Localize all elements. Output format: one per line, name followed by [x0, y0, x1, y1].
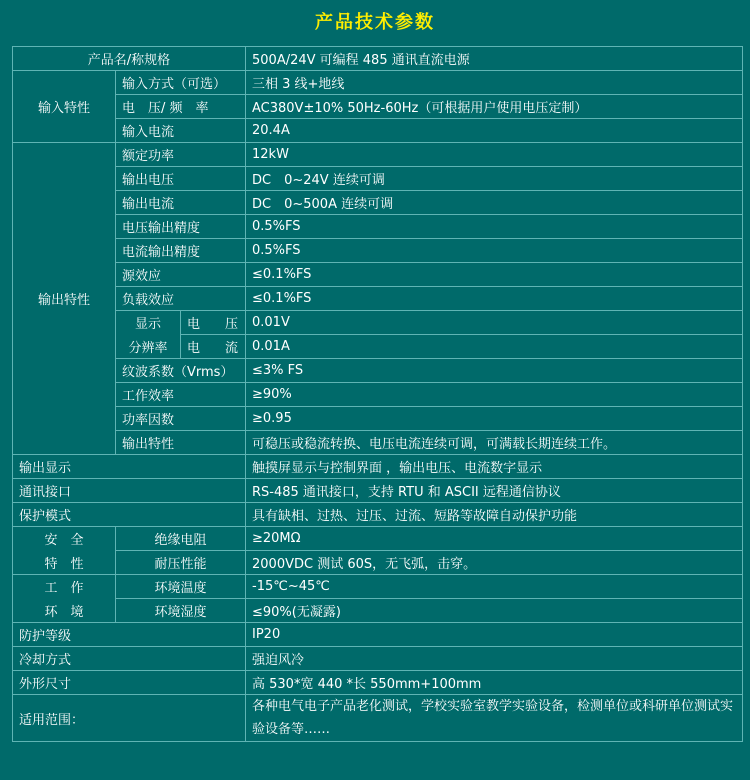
output-feature-value: 可稳压或稳流转换、电压电流连续可调，可满载长期连续工作。: [246, 431, 743, 455]
input-current-label: 输入电流: [116, 119, 246, 143]
resolution-current-label: 电 流: [181, 335, 246, 359]
load-effect-value: ≤0.1%FS: [246, 287, 743, 311]
page-title: 产品技术参数: [315, 12, 435, 33]
table-row: [13, 143, 743, 167]
resolution-current-value: 0.01A: [246, 335, 743, 359]
protection-value: 具有缺相、过热、过压、过流、短路等故障自动保护功能: [246, 503, 743, 527]
comm-interface-label: 通讯接口: [13, 479, 246, 503]
table-row: [13, 695, 743, 742]
output-feature-label: 输出特性: [116, 431, 246, 455]
env-humidity-value: ≤90%(无凝露): [246, 599, 743, 623]
table-row: [13, 671, 743, 695]
rated-power-label: 额定功率: [116, 143, 246, 167]
output-current-label: 输出电流: [116, 191, 246, 215]
voltage-accuracy-value: 0.5%FS: [246, 215, 743, 239]
env-label-top: 工 作: [13, 575, 116, 599]
table-row: [13, 599, 743, 623]
efficiency-label: 工作效率: [116, 383, 246, 407]
ripple-label: 纹波系数（Vrms）: [116, 359, 246, 383]
table-row: [13, 383, 743, 407]
table-row: [13, 95, 743, 119]
table-row: [13, 191, 743, 215]
table-row: [13, 455, 743, 479]
table-row: [13, 407, 743, 431]
table-row: [13, 167, 743, 191]
input-mode-value: 三相 3 线+地线: [246, 71, 743, 95]
table-row: [13, 47, 743, 71]
resolution-label-top: 显示: [116, 311, 181, 335]
env-temp-label: 环境温度: [116, 575, 246, 599]
safety-label-top: 安 全: [13, 527, 116, 551]
power-factor-value: ≥0.95: [246, 407, 743, 431]
table-row: [13, 287, 743, 311]
table-row: [13, 551, 743, 575]
source-effect-label: 源效应: [116, 263, 246, 287]
application-value: 各种电气电子产品老化测试，学校实验室教学实验设备，检测单位或科研单位测试实验设备等……: [246, 695, 743, 742]
load-effect-label: 负载效应: [116, 287, 246, 311]
table-row: [13, 575, 743, 599]
ip-rating-value: IP20: [246, 623, 743, 647]
output-voltage-value: DC 0~24V 连续可调: [246, 167, 743, 191]
table-row: [13, 503, 743, 527]
input-mode-label: 输入方式（可选）: [116, 71, 246, 95]
source-effect-value: ≤0.1%FS: [246, 263, 743, 287]
current-accuracy-label: 电流输出精度: [116, 239, 246, 263]
table-row: [13, 431, 743, 455]
env-humidity-label: 环境湿度: [116, 599, 246, 623]
withstand-value: 2000VDC 测试 60S，无飞弧，击穿。: [246, 551, 743, 575]
ip-rating-label: 防护等级: [13, 623, 246, 647]
model-label: 产品名/称规格: [13, 47, 246, 71]
table-row: [13, 215, 743, 239]
table-row: [13, 479, 743, 503]
voltage-accuracy-label: 电压输出精度: [116, 215, 246, 239]
output-display-value: 触摸屏显示与控制界面 ，输出电压、电流数字显示: [246, 455, 743, 479]
table-row: [13, 359, 743, 383]
comm-interface-value: RS-485 通讯接口，支持 RTU 和 ASCII 远程通信协议: [246, 479, 743, 503]
table-row: [13, 647, 743, 671]
withstand-label: 耐压性能: [116, 551, 246, 575]
input-current-value: 20.4A: [246, 119, 743, 143]
safety-label-bottom: 特 性: [13, 551, 116, 575]
insulation-label: 绝缘电阻: [116, 527, 246, 551]
resolution-voltage-label: 电 压: [181, 311, 246, 335]
voltage-freq-label: 电 压/ 频 率: [116, 95, 246, 119]
table-row: [13, 527, 743, 551]
rated-power-value: 12kW: [246, 143, 743, 167]
efficiency-value: ≥90%: [246, 383, 743, 407]
ripple-value: ≤3% FS: [246, 359, 743, 383]
input-group-label: 输入特性: [13, 71, 116, 143]
table-row: [13, 119, 743, 143]
dimensions-value: 高 530*宽 440 *长 550mm+100mm: [246, 671, 743, 695]
insulation-value: ≥20MΩ: [246, 527, 743, 551]
table-row: [13, 623, 743, 647]
spec-table: [12, 46, 743, 742]
output-voltage-label: 输出电压: [116, 167, 246, 191]
output-current-value: DC 0~500A 连续可调: [246, 191, 743, 215]
cooling-label: 冷却方式: [13, 647, 246, 671]
table-row: [13, 263, 743, 287]
table-row: [13, 335, 743, 359]
current-accuracy-value: 0.5%FS: [246, 239, 743, 263]
resolution-label-bottom: 分辨率: [116, 335, 181, 359]
env-temp-value: -15℃~45℃: [246, 575, 743, 599]
application-label: 适用范围：: [13, 695, 246, 742]
dimensions-label: 外形尺寸: [13, 671, 246, 695]
table-row: [13, 71, 743, 95]
resolution-voltage-value: 0.01V: [246, 311, 743, 335]
table-row: [13, 311, 743, 335]
model-value: 500A/24V 可编程 485 通讯直流电源: [246, 47, 743, 71]
voltage-freq-value: AC380V±10% 50Hz-60Hz（可根据用户使用电压定制）: [246, 95, 743, 119]
protection-label: 保护模式: [13, 503, 246, 527]
cooling-value: 强迫风冷: [246, 647, 743, 671]
power-factor-label: 功率因数: [116, 407, 246, 431]
env-label-bottom: 环 境: [13, 599, 116, 623]
output-display-label: 输出显示: [13, 455, 246, 479]
table-row: [13, 239, 743, 263]
output-group-label: 输出特性: [13, 143, 116, 455]
